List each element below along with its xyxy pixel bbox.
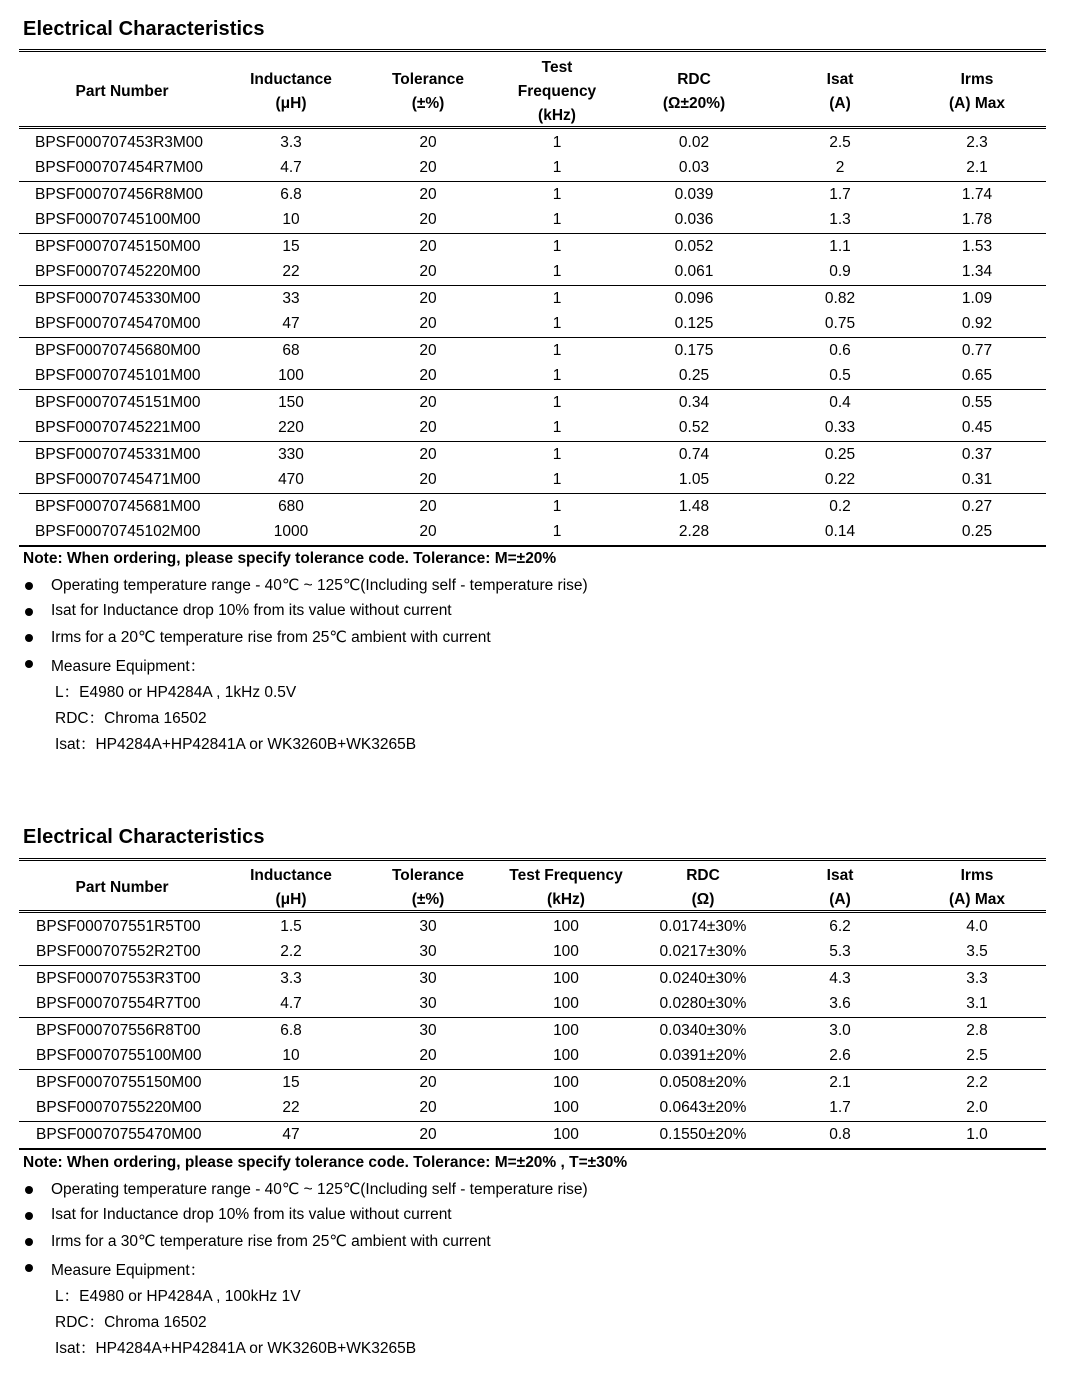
table-cell-irms: 2.2	[966, 1074, 988, 1091]
table-cell-rdc: 0.036	[674, 211, 714, 228]
table-cell-test-frequency: 1	[552, 367, 562, 384]
header-rdc: RDC	[677, 71, 711, 88]
title-rule	[19, 49, 1046, 52]
table-cell-test-frequency: 100	[553, 1074, 579, 1091]
table-cell-irms: 2.3	[966, 134, 988, 151]
table-cell-test-frequency: 100	[553, 1126, 579, 1143]
table-cell-irms: 1.0	[966, 1126, 988, 1143]
row-group-divider	[19, 181, 1046, 182]
table-cell-irms: 2.1	[966, 159, 988, 176]
table-cell-inductance: 6.8	[280, 1022, 302, 1039]
table-cell-test-frequency: 100	[553, 995, 579, 1012]
header-isat: Isat	[826, 71, 854, 88]
table-cell-inductance: 150	[278, 394, 304, 411]
table-cell-isat: 5.3	[829, 943, 851, 960]
table-cell-irms: 0.27	[961, 498, 993, 515]
table-cell-tolerance: 20	[419, 419, 437, 436]
header-inductance-unit: (μH)	[275, 891, 307, 908]
table-cell-part-number: BPSF00070745101M00	[35, 367, 201, 384]
table-cell-part-number: BPSF00070755100M00	[36, 1047, 202, 1064]
table-cell-tolerance: 20	[419, 159, 437, 176]
table-cell-tolerance: 30	[419, 943, 437, 960]
title-rule	[19, 858, 1046, 861]
table-cell-isat: 0.25	[824, 446, 856, 463]
table-cell-part-number: BPSF000707454R7M00	[35, 159, 204, 176]
table-cell-rdc: 0.052	[674, 238, 714, 255]
table-cell-rdc: 0.125	[674, 315, 714, 332]
row-group-divider	[19, 233, 1046, 234]
table-cell-tolerance: 20	[419, 211, 437, 228]
table-cell-irms: 0.55	[961, 394, 993, 411]
table-cell-isat: 0.8	[829, 1126, 851, 1143]
header-irms-unit: (A) Max	[949, 891, 1005, 908]
table-cell-tolerance: 20	[419, 1047, 437, 1064]
table-cell-tolerance: 20	[419, 394, 437, 411]
table-cell-inductance: 680	[278, 498, 304, 515]
ordering-note: Note: When ordering, please specify tolerance code. Tolerance: M=±20% , T=±30%	[23, 1154, 628, 1171]
row-group-divider	[19, 441, 1046, 442]
table-cell-tolerance: 20	[419, 263, 437, 280]
table-cell-tolerance: 20	[419, 367, 437, 384]
table-cell-part-number: BPSF00070745330M00	[35, 290, 201, 307]
table-cell-part-number: BPSF00070755150M00	[36, 1074, 202, 1091]
table-cell-rdc: 0.061	[674, 263, 714, 280]
table-cell-part-number: BPSF00070745471M00	[35, 471, 201, 488]
header-inductance-unit: (μH)	[275, 95, 307, 112]
equipment-line: Isat：HP4284A+HP42841A or WK3260B+WK3265B	[55, 736, 417, 753]
table-cell-inductance: 4.7	[280, 995, 302, 1012]
equipment-line: L：E4980 or HP4284A , 1kHz 0.5V	[55, 684, 297, 701]
table-cell-irms: 0.25	[961, 523, 993, 540]
table-cell-inductance: 22	[282, 263, 300, 280]
table-cell-test-frequency: 1	[552, 238, 562, 255]
section-title: Electrical Characteristics	[23, 826, 265, 848]
table-cell-inductance: 33	[282, 290, 300, 307]
equipment-line: Isat：HP4284A+HP42841A or WK3260B+WK3265B	[55, 1340, 417, 1357]
table-cell-inductance: 2.2	[280, 943, 302, 960]
header-irms-unit: (A) Max	[949, 95, 1005, 112]
header-part-number: Part Number	[75, 879, 169, 896]
header-test-frequency-unit: (kHz)	[538, 107, 576, 124]
table-cell-inductance: 220	[278, 419, 304, 436]
table-cell-rdc: 0.1550±20%	[659, 1126, 747, 1143]
bullet-dot-icon	[25, 660, 33, 668]
note-bullet-text: Operating temperature range - 40℃ ~ 125℃(Including self - temperature rise)	[51, 1181, 588, 1198]
note-bullet-text: Operating temperature range - 40℃ ~ 125℃(Including self - temperature rise)	[51, 577, 588, 594]
table-cell-part-number: BPSF000707456R8M00	[35, 186, 204, 203]
header-inductance: Inductance	[250, 867, 332, 884]
table-cell-inductance: 330	[278, 446, 304, 463]
table-cell-irms: 1.09	[961, 290, 993, 307]
table-cell-isat: 3.6	[829, 995, 851, 1012]
row-group-divider	[19, 1069, 1046, 1070]
table-cell-tolerance: 20	[419, 523, 437, 540]
table-cell-irms: 0.31	[961, 471, 993, 488]
table-cell-test-frequency: 1	[552, 263, 562, 280]
header-inductance: Inductance	[250, 71, 332, 88]
bullet-dot-icon	[25, 1212, 33, 1220]
table-cell-isat: 2.1	[829, 1074, 851, 1091]
table-cell-inductance: 100	[278, 367, 304, 384]
table-cell-inductance: 4.7	[280, 159, 302, 176]
table-cell-tolerance: 20	[419, 290, 437, 307]
row-group-divider	[19, 493, 1046, 494]
table-cell-part-number: BPSF00070745151M00	[35, 394, 201, 411]
table-cell-rdc: 0.0217±30%	[659, 943, 747, 960]
table-cell-part-number: BPSF00070745102M00	[35, 523, 201, 540]
bullet-dot-icon	[25, 634, 33, 642]
header-tolerance: Tolerance	[391, 71, 465, 88]
bullet-dot-icon	[25, 582, 33, 590]
header-isat-unit: (A)	[829, 95, 851, 112]
table-cell-rdc: 0.0280±30%	[659, 995, 747, 1012]
table-cell-part-number: BPSF00070745220M00	[35, 263, 201, 280]
table-cell-part-number: BPSF00070745680M00	[35, 342, 201, 359]
header-rule	[19, 910, 1046, 913]
table-cell-rdc: 0.039	[674, 186, 714, 203]
table-bottom-rule	[19, 1148, 1046, 1150]
table-cell-rdc: 0.0508±20%	[659, 1074, 747, 1091]
table-cell-rdc: 0.0240±30%	[659, 970, 747, 987]
table-cell-part-number: BPSF000707556R8T00	[36, 1022, 201, 1039]
header-rdc: RDC	[686, 867, 720, 884]
bullet-dot-icon	[25, 608, 33, 616]
table-cell-test-frequency: 1	[552, 446, 562, 463]
table-cell-test-frequency: 1	[552, 342, 562, 359]
table-cell-part-number: BPSF00070745681M00	[35, 498, 201, 515]
row-group-divider	[19, 965, 1046, 966]
table-cell-inductance: 68	[282, 342, 300, 359]
table-cell-tolerance: 20	[419, 1126, 437, 1143]
table-cell-test-frequency: 100	[553, 918, 579, 935]
table-cell-irms: 0.65	[961, 367, 993, 384]
header-isat: Isat	[826, 867, 854, 884]
table-cell-isat: 4.3	[829, 970, 851, 987]
table-cell-isat: 1.7	[829, 186, 851, 203]
table-cell-isat: 0.2	[829, 498, 851, 515]
header-irms: Irms	[960, 867, 994, 884]
table-cell-irms: 2.0	[966, 1099, 988, 1116]
equipment-line: RDC：Chroma 16502	[55, 710, 207, 727]
row-group-divider	[19, 1121, 1046, 1122]
table-cell-inductance: 1000	[273, 523, 309, 540]
table-cell-part-number: BPSF000707551R5T00	[36, 918, 201, 935]
row-group-divider	[19, 1017, 1046, 1018]
table-cell-part-number: BPSF00070745470M00	[35, 315, 201, 332]
header-test-frequency: Test	[541, 59, 573, 76]
table-cell-irms: 1.34	[961, 263, 993, 280]
table-cell-irms: 2.8	[966, 1022, 988, 1039]
equipment-line: RDC：Chroma 16502	[55, 1314, 207, 1331]
bullet-dot-icon	[25, 1238, 33, 1246]
table-cell-rdc: 0.0340±30%	[659, 1022, 747, 1039]
table-cell-irms: 4.0	[966, 918, 988, 935]
table-cell-rdc: 0.52	[678, 419, 710, 436]
table-cell-tolerance: 20	[419, 446, 437, 463]
header-test-frequency-2: Frequency	[517, 83, 597, 100]
table-cell-irms: 1.74	[961, 186, 993, 203]
table-cell-isat: 0.14	[824, 523, 856, 540]
table-cell-isat: 2.6	[829, 1047, 851, 1064]
bullet-dot-icon	[25, 1186, 33, 1194]
section-title: Electrical Characteristics	[23, 18, 265, 40]
table-cell-inductance: 470	[278, 471, 304, 488]
table-cell-inductance: 10	[282, 211, 300, 228]
table-cell-test-frequency: 1	[552, 290, 562, 307]
table-cell-rdc: 2.28	[678, 523, 710, 540]
table-cell-rdc: 0.175	[674, 342, 714, 359]
table-cell-tolerance: 30	[419, 995, 437, 1012]
table-cell-test-frequency: 1	[552, 159, 562, 176]
table-cell-irms: 0.92	[961, 315, 993, 332]
table-cell-isat: 3.0	[829, 1022, 851, 1039]
table-cell-tolerance: 20	[419, 315, 437, 332]
table-cell-part-number: BPSF000707453R3M00	[35, 134, 204, 151]
table-cell-test-frequency: 1	[552, 211, 562, 228]
table-cell-irms: 3.3	[966, 970, 988, 987]
note-bullet-text: Measure Equipment：	[51, 658, 206, 675]
table-cell-test-frequency: 100	[553, 970, 579, 987]
table-cell-test-frequency: 1	[552, 523, 562, 540]
table-cell-isat: 0.4	[829, 394, 851, 411]
table-bottom-rule	[19, 545, 1046, 547]
header-rdc-unit: (Ω)	[691, 891, 715, 908]
table-cell-isat: 0.75	[824, 315, 856, 332]
table-cell-inductance: 6.8	[280, 186, 302, 203]
table-cell-isat: 0.9	[829, 263, 851, 280]
table-cell-inductance: 3.3	[280, 970, 302, 987]
table-cell-irms: 0.45	[961, 419, 993, 436]
header-tolerance-unit: (±%)	[411, 95, 445, 112]
table-cell-irms: 0.77	[961, 342, 993, 359]
table-cell-test-frequency: 1	[552, 471, 562, 488]
table-cell-inductance: 22	[282, 1099, 300, 1116]
table-cell-rdc: 0.02	[678, 134, 710, 151]
table-cell-part-number: BPSF000707554R7T00	[36, 995, 201, 1012]
table-cell-test-frequency: 100	[553, 1099, 579, 1116]
table-cell-part-number: BPSF00070745221M00	[35, 419, 201, 436]
table-cell-rdc: 0.34	[678, 394, 710, 411]
table-cell-part-number: BPSF000707553R3T00	[36, 970, 201, 987]
table-cell-part-number: BPSF00070755470M00	[36, 1126, 202, 1143]
table-cell-rdc: 1.48	[678, 498, 710, 515]
table-cell-test-frequency: 1	[552, 394, 562, 411]
table-cell-inductance: 47	[282, 315, 300, 332]
header-tolerance-unit: (±%)	[411, 891, 445, 908]
row-group-divider	[19, 337, 1046, 338]
table-cell-irms: 0.37	[961, 446, 993, 463]
header-part-number: Part Number	[75, 83, 169, 100]
bullet-dot-icon	[25, 1264, 33, 1272]
table-cell-tolerance: 20	[419, 471, 437, 488]
table-cell-isat: 0.6	[829, 342, 851, 359]
table-cell-tolerance: 20	[419, 498, 437, 515]
header-test-frequency-unit: (kHz)	[547, 891, 585, 908]
table-cell-isat: 6.2	[829, 918, 851, 935]
table-cell-rdc: 0.096	[674, 290, 714, 307]
table-cell-inductance: 10	[282, 1047, 300, 1064]
table-cell-tolerance: 20	[419, 342, 437, 359]
note-bullet-text: Isat for Inductance drop 10% from its value without current	[51, 602, 452, 619]
table-cell-inductance: 1.5	[280, 918, 302, 935]
table-cell-tolerance: 20	[419, 238, 437, 255]
table-cell-rdc: 0.0391±20%	[659, 1047, 747, 1064]
table-cell-isat: 1.1	[829, 238, 851, 255]
table-cell-irms: 1.78	[961, 211, 993, 228]
table-cell-isat: 0.5	[829, 367, 851, 384]
table-cell-inductance: 15	[282, 238, 300, 255]
table-cell-isat: 2	[835, 159, 845, 176]
table-cell-test-frequency: 1	[552, 419, 562, 436]
table-cell-test-frequency: 1	[552, 315, 562, 332]
table-cell-part-number: BPSF00070755220M00	[36, 1099, 202, 1116]
table-cell-part-number: BPSF00070745150M00	[35, 238, 201, 255]
table-cell-irms: 2.5	[966, 1047, 988, 1064]
note-bullet-text: Isat for Inductance drop 10% from its value without current	[51, 1206, 452, 1223]
table-cell-tolerance: 20	[419, 134, 437, 151]
table-cell-rdc: 0.0643±20%	[659, 1099, 747, 1116]
table-cell-isat: 0.82	[824, 290, 856, 307]
table-cell-irms: 3.1	[966, 995, 988, 1012]
header-test-frequency: Test Frequency	[509, 867, 623, 884]
header-irms: Irms	[960, 71, 994, 88]
table-cell-isat: 1.3	[829, 211, 851, 228]
table-cell-tolerance: 30	[419, 1022, 437, 1039]
table-cell-tolerance: 20	[419, 1099, 437, 1116]
table-cell-tolerance: 30	[419, 918, 437, 935]
table-cell-part-number: BPSF00070745100M00	[35, 211, 201, 228]
table-cell-part-number: BPSF00070745331M00	[35, 446, 201, 463]
table-cell-inductance: 15	[282, 1074, 300, 1091]
table-cell-tolerance: 20	[419, 1074, 437, 1091]
row-group-divider	[19, 285, 1046, 286]
table-cell-irms: 1.53	[961, 238, 993, 255]
row-group-divider	[19, 389, 1046, 390]
note-bullet-text: Irms for a 20℃ temperature rise from 25℃ ambient with current	[51, 629, 491, 646]
table-cell-tolerance: 20	[419, 186, 437, 203]
table-cell-inductance: 47	[282, 1126, 300, 1143]
table-cell-test-frequency: 100	[553, 943, 579, 960]
table-cell-test-frequency: 1	[552, 498, 562, 515]
table-cell-tolerance: 30	[419, 970, 437, 987]
table-cell-test-frequency: 100	[553, 1022, 579, 1039]
table-cell-isat: 0.33	[824, 419, 856, 436]
table-cell-rdc: 0.74	[678, 446, 710, 463]
header-tolerance: Tolerance	[391, 867, 465, 884]
table-cell-rdc: 1.05	[678, 471, 710, 488]
header-rule	[19, 126, 1046, 129]
header-rdc-unit: (Ω±20%)	[662, 95, 726, 112]
table-cell-test-frequency: 100	[553, 1047, 579, 1064]
note-bullet-text: Irms for a 30℃ temperature rise from 25℃ ambient with current	[51, 1233, 491, 1250]
table-cell-rdc: 0.0174±30%	[659, 918, 747, 935]
table-cell-test-frequency: 1	[552, 134, 562, 151]
table-cell-rdc: 0.25	[678, 367, 710, 384]
header-isat-unit: (A)	[829, 891, 851, 908]
table-cell-test-frequency: 1	[552, 186, 562, 203]
equipment-line: L：E4980 or HP4284A , 100kHz 1V	[55, 1288, 301, 1305]
table-cell-isat: 1.7	[829, 1099, 851, 1116]
table-cell-isat: 2.5	[829, 134, 851, 151]
ordering-note: Note: When ordering, please specify tolerance code. Tolerance: M=±20%	[23, 550, 557, 567]
table-cell-isat: 0.22	[824, 471, 856, 488]
table-cell-rdc: 0.03	[678, 159, 710, 176]
table-cell-inductance: 3.3	[280, 134, 302, 151]
table-cell-irms: 3.5	[966, 943, 988, 960]
note-bullet-text: Measure Equipment：	[51, 1262, 206, 1279]
table-cell-part-number: BPSF000707552R2T00	[36, 943, 201, 960]
